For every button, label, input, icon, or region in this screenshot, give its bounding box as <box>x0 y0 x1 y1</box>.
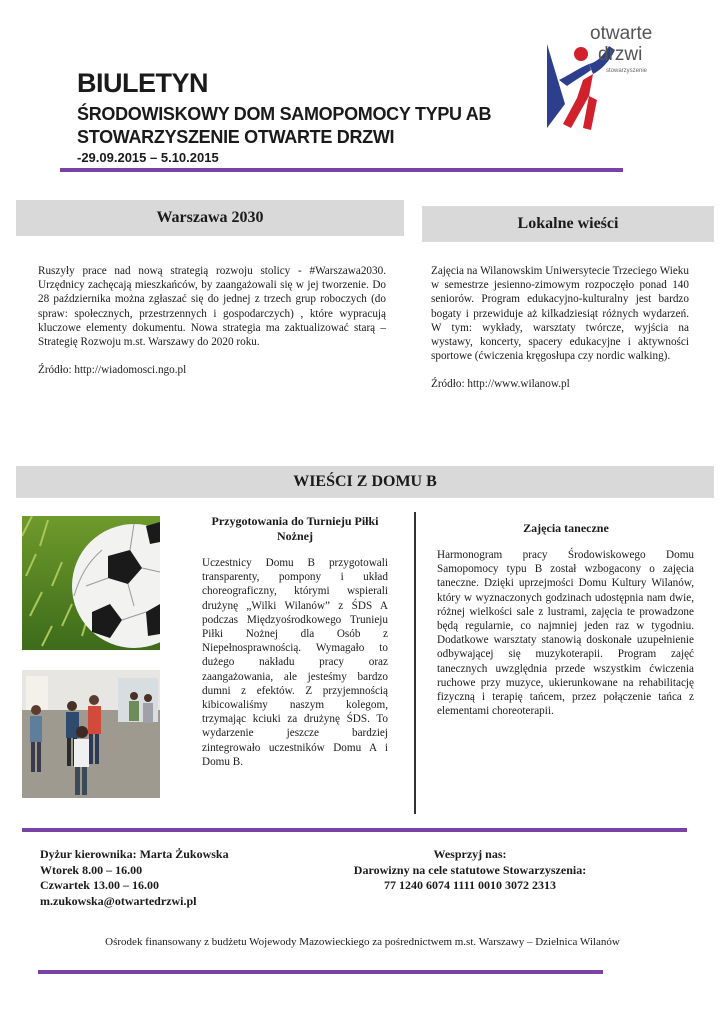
taneczne-title: Zajęcia taneczne <box>523 521 609 535</box>
section-heading-wiesci-label: WIEŚCI Z DOMU B <box>293 473 437 490</box>
section-heading-lokalne-label: Lokalne wieści <box>517 215 619 232</box>
manager-email[interactable]: m.zukowska@otwartedrzwi.pl <box>40 893 197 908</box>
warszawa-body: Ruszyły prace nad nową strategią rozwoju stolicy - #Warszawa2030. Urzędnicy zachęcają mieszkańców, by zaangażowali się w jej tworzenie. Do 28 października można zgłaszać się do jednej z trzech grup roboczych (do spraw: społecznych, przestrzennych i gospodarczych) , które wypracują kluczowe elementy dokumentu. Nowa strategia ma zaktualizować starą – Strategię Rozwoju m.st. Warszawy do 2020 roku. <box>38 265 386 349</box>
support-line: Darowizny na cele statutowe Stowarzyszenia: <box>353 862 587 877</box>
warszawa-article <box>38 264 386 391</box>
turniej-body: Uczestnicy Domu B przygotowali transparenty, pompony i układ choreograficzny, którymi wspierali drużynę „Wilki Wilanów” z ŚDS A podczas Międzyośrodkowego Trunieju Piłki Nożnej dla Osób z Niepełnosprawnością. Wymagało to dużego nakładu pracy oraz zaangażowania, ale jesteśmy bardzo dumni z efektów. Z przyjemnością kibicowaliśmy naszym kolegom, trzymając kciuki za drużynę ŚDS. To wydarzenie jeszcze bardziej zintegrowało uczestników Domu A i Domu B. <box>202 557 388 768</box>
section-heading-warszawa <box>16 200 404 236</box>
logo-text-otwarte: otwarte <box>590 23 653 44</box>
section-heading-lokalne <box>422 206 714 242</box>
logo-text-drzwi: drzwi <box>598 44 643 65</box>
turniej-article <box>202 556 388 783</box>
support-info <box>300 847 640 894</box>
turniej-title: Przygotowania do Turnieju Piłki Nożnej <box>211 514 379 543</box>
taneczne-body: Harmonogram pracy Środowiskowego Domu Samopomocy typu B został wzbogacony o zajęcia taneczne. Dzięki uprzejmości Domu Kultury Wilanów, który w wyznaczonych godzinach udostępnia nam dwie, różnej wielkości sale z lustrami, zajęcia te prowadzone będą regularnie, co najmniej jeden raz w tygodniu. Dodatkowe warsztaty stanowią doskonałe uzupełnienie odbywającej się muzykoterapii. Program zajęć tanecznych uwzględnia przede wszystkim ćwiczenia ruchowe przy muzyce, ukierunkowane na rehabilitację fizyczną i terapię tańcem, przez połączenie tańca z elementami choreoterapii. <box>437 549 694 718</box>
duty-manager: Dyżur kierownika: Marta Żukowska <box>40 847 229 861</box>
lokalne-body: Zajęcia na Wilanowskim Uniwersytecie Trzeciego Wieku w semestrze jesienno-zimowym rozpoczęło ponad 140 seniorów. Program edukacyjno-kulturalny jest bardzo bogaty i przewiduje aż kilkadziesiąt różnych wydarzeń. W tym: wykłady, warsztaty twórcze, wyjścia na wystawy, koncerty, spacery edukacyjne i aktywności sportowe (ćwiczenia kręgosłupa czy nordic walking). <box>431 265 689 363</box>
column-divider <box>414 512 416 814</box>
duty-tuesday: Wtorek 8.00 – 16.00 <box>40 862 143 877</box>
duty-info <box>40 847 229 909</box>
association-name: STOWARZYSZENIE OTWARTE DRZWI <box>77 127 395 147</box>
center-name: ŚRODOWISKOWY DOM SAMOPOMOCY TYPU AB <box>77 104 492 124</box>
lokalne-article <box>431 264 689 406</box>
support-title: Wesprzyj nas: <box>433 847 507 861</box>
warszawa-source: Źródło: http://wiadomosci.ngo.pl <box>38 364 187 377</box>
section-heading-wiesci <box>16 466 714 498</box>
taneczne-article <box>437 548 694 732</box>
footer-divider-bottom <box>38 970 603 974</box>
funding-note: Ośrodek finansowany z budżetu Wojewody Mazowieckiego za pośrednictwem m.st. Warszawy – Dzielnica Wilanów <box>105 936 620 948</box>
dance-class-photo <box>22 670 160 798</box>
logo-text-stowarzyszenie: stowarzyszenie <box>606 68 648 74</box>
section-heading-warszawa-label: Warszawa 2030 <box>156 209 264 226</box>
lokalne-source: Źródło: http://www.wilanow.pl <box>431 378 570 391</box>
footer-divider-top <box>22 828 687 832</box>
bank-account: 77 1240 6074 1111 0010 3072 2313 <box>383 878 556 892</box>
header-divider <box>60 168 623 172</box>
football-photo <box>22 516 160 650</box>
duty-thursday: Czwartek 13.00 – 16.00 <box>40 878 159 892</box>
bulletin-title: BIULETYN <box>77 68 208 98</box>
date-range: -29.09.2015 – 5.10.2015 <box>77 150 219 165</box>
